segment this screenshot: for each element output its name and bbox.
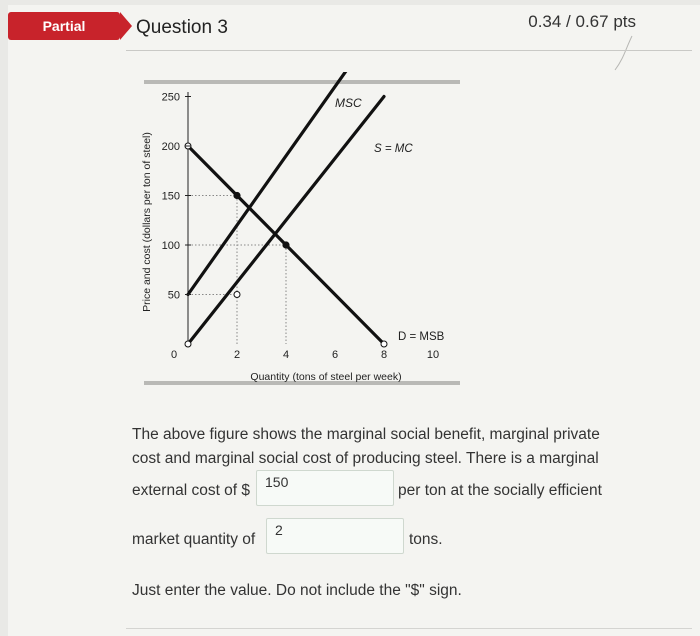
open-point-5 xyxy=(185,341,191,347)
score-text: 0.34 / 0.67 pts xyxy=(528,12,636,31)
equilibrium-point-1 xyxy=(282,241,289,248)
external-cost-value: 150 xyxy=(265,474,289,490)
pen-mark-icon xyxy=(612,34,638,74)
divider xyxy=(126,50,692,51)
steel-chart xyxy=(130,72,470,397)
x-tick-label-8: 8 xyxy=(380,349,388,361)
question-line-1: The above figure shows the marginal social benefit, marginal private xyxy=(132,426,600,443)
equilibrium-point-0 xyxy=(233,192,240,199)
x-tick-label-0: 0 xyxy=(170,349,178,361)
instruction-note: Just enter the value. Do not include the "$" sign. xyxy=(132,582,462,599)
open-point-2 xyxy=(234,292,240,298)
msc-label: MSC xyxy=(335,96,362,110)
y-tick-label-250: 250 xyxy=(161,91,180,104)
efficient-label: per ton at the socially efficient xyxy=(398,482,602,499)
market-quantity-input[interactable] xyxy=(266,518,404,554)
question-title: Question 3 xyxy=(136,17,228,38)
chart-top-bar xyxy=(144,80,460,84)
y-tick-label-100: 100 xyxy=(161,240,180,252)
market-quantity-label: market quantity of xyxy=(132,531,256,548)
x-tick-label-4: 4 xyxy=(282,349,290,361)
y-axis-label: Price and cost (dollars per ton of steel) xyxy=(141,132,153,312)
smc-line xyxy=(188,97,384,345)
question-text xyxy=(132,423,632,471)
tons-label: tons. xyxy=(409,531,443,548)
x-tick-label-10: 10 xyxy=(426,349,440,361)
external-cost-input[interactable] xyxy=(256,470,394,506)
x-tick-label-2: 2 xyxy=(233,349,241,361)
status-badge: Partial xyxy=(8,12,120,40)
open-point-4 xyxy=(381,341,387,347)
external-cost-label: external cost of $ xyxy=(132,482,251,499)
y-tick-label-50: 50 xyxy=(167,289,180,302)
question-line-2: cost and marginal social cost of producing steel. There is a marginal xyxy=(132,450,599,467)
divider-bottom xyxy=(126,628,692,629)
dmsb-label: D = MSB xyxy=(398,331,445,343)
msc-line xyxy=(188,72,360,295)
x-axis-label: Quantity (tons of steel per week) xyxy=(250,371,402,383)
status-badge-arrow xyxy=(120,12,132,40)
y-tick-label-150: 150 xyxy=(161,190,180,203)
market-quantity-value: 2 xyxy=(275,522,283,538)
smc-label: S = MC xyxy=(374,143,413,155)
x-tick-label-6: 6 xyxy=(331,349,339,361)
y-tick-label-200: 200 xyxy=(161,141,180,153)
